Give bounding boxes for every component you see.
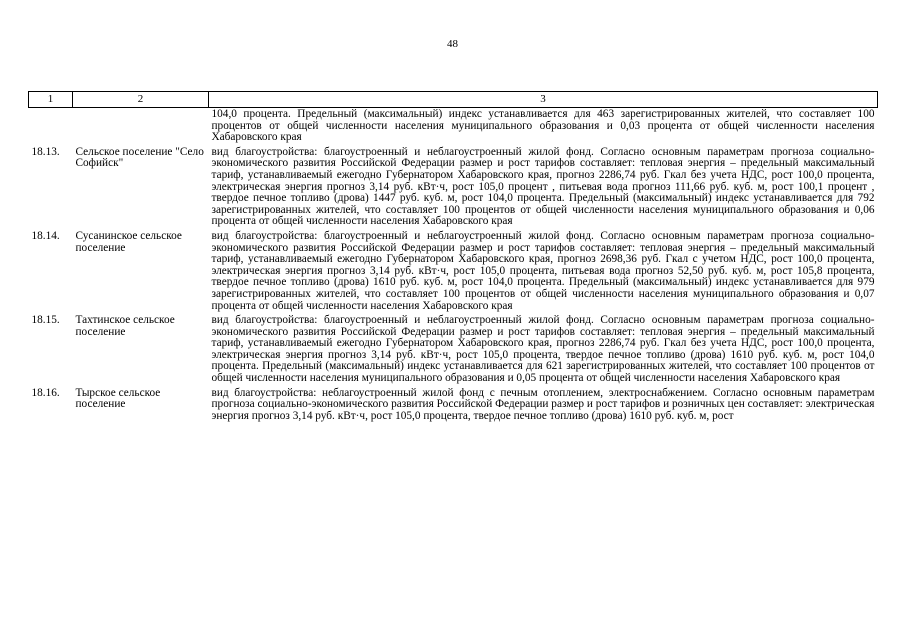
settlement-name: Сусанинское сельское поселение bbox=[75, 229, 182, 254]
settlement-name: Сельское поселение "Село Софийск" bbox=[75, 145, 204, 170]
table-row-continuation bbox=[29, 108, 878, 147]
row-number: 18.16. bbox=[31, 386, 60, 399]
row-description: вид благоустройства: благоустроенный и неблагоустроенный жилой фонд. Согласно основным параметрам прогноза социально-экономического развития Российской Федерации размер и рост тарифов составляет: тепловая энергия – предельный максимальный тариф, устанавливаемый ежегодно Губернатором Хабаровского края, прогноз 2286,74 руб. Гкал без учета НДС, рост 100,0 процента, электрическая энергия прогноз 3,14 руб. кВт·ч, рост 105,0 процент , питьевая вода прогноз 111,66 руб. куб. м, рост 100,1 процент , твердое печное топливо (дрова) 1447 руб. куб. м, рост 104,0 процента. Предельный (максимальный) индекс устанавливается для 792 зарегистрированных жителей, что составляет 100 процентов от общей численности населения муниципального образования и 0,06 процента от общей численности населения Хабаровского края bbox=[211, 145, 875, 228]
row-description: вид благоустройства: благоустроенный и неблагоустроенный жилой фонд. Согласно основным параметрам прогноза социально-экономического развития Российской Федерации размер и рост тарифов составляет: тепловая энергия – предельный максимальный тариф, устанавливаемый ежегодно Губернатором Хабаровского края, прогноз 2286,74 руб. Гкал без учета НДС, рост 100,0 процента, электрическая энергия прогноз 3,14 руб. кВт·ч, рост 105,0 процента, твердое печное топливо (дрова) 1610 руб. куб. м, рост 104,0 процента. Предельный (максимальный) индекс устанавливается для 621 зарегистрированных жителей, что составляет 100 процентов от общей численности населения муниципального образования и 0,05 процента от общей численности населения Хабаровского края bbox=[211, 314, 875, 385]
row-description: 104,0 процента. Предельный (максимальный) индекс устанавливается для 463 зарегистрированных жителей, что составляет 100 процентов от общей численности населения муниципального образования и 0,03 процента от общей численности населения Хабаровского края bbox=[211, 108, 875, 144]
page-number: 48 bbox=[447, 38, 458, 50]
column-header-3: 3 bbox=[209, 92, 878, 108]
row-description: вид благоустройства: благоустроенный и неблагоустроенный жилой фонд. Согласно основным параметрам прогноза социально-экономического развития Российской Федерации размер и рост тарифов составляет: тепловая энергия – предельный максимальный тариф, устанавливаемый ежегодно Губернатором Хабаровского края, прогноз 2698,36 руб. Гкал с учетом НДС, рост 100,0 процента, электрическая энергия прогноз 3,14 руб. кВт·ч, рост 105,0 процента, питьевая вода прогноз 52,50 руб. куб. м, рост 105,8 процента, твердое печное топливо (дрова) 1610 руб. куб. м, рост 104,0 процента. Предельный (максимальный) индекс устанавливается для 979 зарегистрированных жителей, что составляет 100 процентов от общей численности населения муниципального образования и 0,07 процента от общей численности населения Хабаровского края bbox=[211, 229, 875, 312]
settlement-name: Тырское сельское поселение bbox=[75, 386, 161, 411]
row-number: 18.15. bbox=[31, 314, 60, 327]
tariff-table bbox=[28, 91, 878, 425]
row-number: 18.13. bbox=[31, 145, 60, 158]
table-header-row bbox=[29, 92, 878, 108]
row-description: вид благоустройства: неблагоустроенный жилой фонд с печным отоплением, электроснабжением. Согласно основным параметрам прогноза социально-экономического развития Российской Федерации размер и рост тарифов и розничных цен составляет: электрическая энергия прогноз 3,14 руб. кВт·ч, рост 105,0 процента, твердое печное топливо (дрова) 1610 руб. куб. м, рост bbox=[211, 386, 875, 422]
settlement-name: Тахтинское сельское поселение bbox=[75, 314, 175, 338]
column-header-2: 2 bbox=[73, 92, 209, 108]
table-row bbox=[29, 388, 878, 426]
table-row bbox=[29, 231, 878, 315]
table-row bbox=[29, 315, 878, 388]
column-header-1: 1 bbox=[29, 92, 73, 108]
table-row bbox=[29, 147, 878, 231]
row-number: 18.14. bbox=[31, 229, 60, 242]
